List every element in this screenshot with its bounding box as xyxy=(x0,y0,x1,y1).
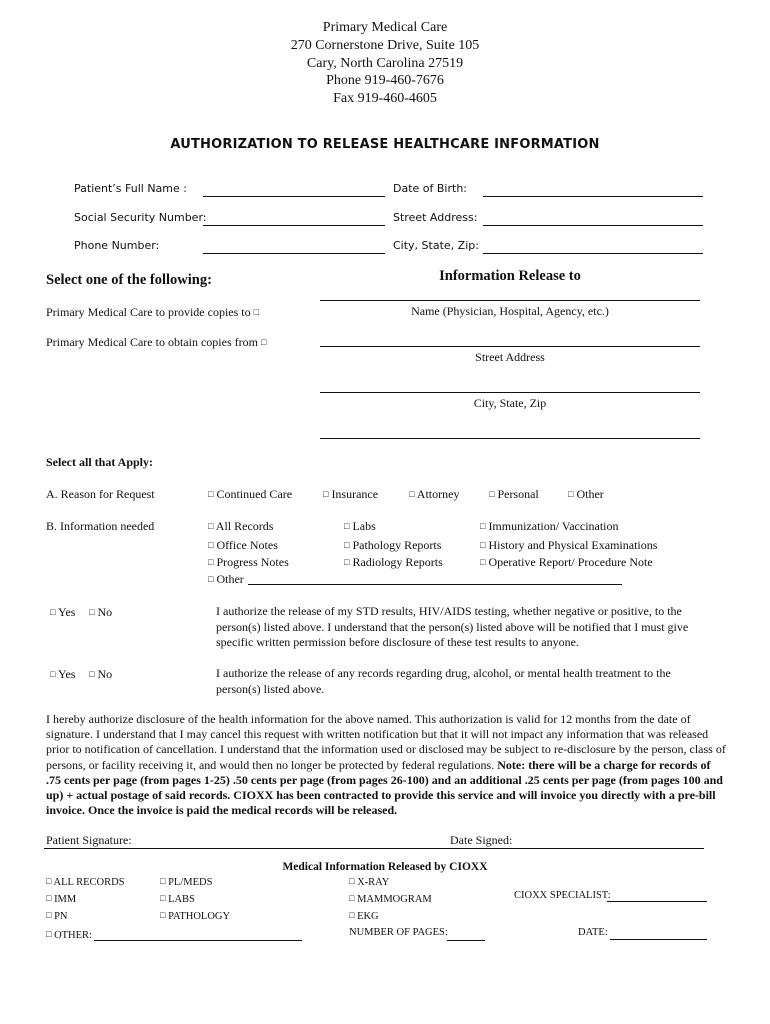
std-yes-option[interactable] xyxy=(50,605,75,620)
signature-line[interactable] xyxy=(44,848,704,849)
reason-personal-label: Personal xyxy=(497,487,539,501)
checkbox[interactable]: □ xyxy=(208,574,214,584)
patient-signature-label: Patient Signature: xyxy=(46,833,132,847)
cioxx-pn-label: PN xyxy=(54,911,68,922)
release-city-field[interactable] xyxy=(320,392,700,393)
provide-copies-label: Primary Medical Care to provide copies to xyxy=(46,305,251,319)
checkbox[interactable]: □ xyxy=(208,557,214,567)
cioxx-mammogram-label: MAMMOGRAM xyxy=(357,894,432,905)
checkbox[interactable]: □ xyxy=(344,557,350,567)
cioxx-date-field[interactable] xyxy=(610,939,707,940)
info-progress-notes[interactable] xyxy=(208,555,289,570)
reason-attorney[interactable] xyxy=(409,487,459,502)
authorization-text: I hereby authorize disclosure of the health information for the above named. This authorization is valid for 12 months from the date of signature. I understand that I may cancel this request with written notification but that it will not impact any information that was released prior to notification of cancellation. I understand that the information used or disclosed may be subject to re-disclosure by the person, class of persons, or facility receiving it, and would then no longer be protected by federal regulations. xyxy=(46,712,726,772)
city-field[interactable] xyxy=(483,253,703,254)
reason-personal[interactable] xyxy=(489,487,539,502)
info-history-physical-label: History and Physical Examinations xyxy=(488,538,658,552)
cioxx-imm-label: IMM xyxy=(54,894,77,905)
checkbox[interactable]: □ xyxy=(50,669,56,679)
checkbox[interactable]: □ xyxy=(89,669,95,679)
obtain-copies-checkbox[interactable]: □ xyxy=(260,337,267,347)
checkbox[interactable]: □ xyxy=(208,489,214,499)
cioxx-other[interactable] xyxy=(46,930,92,941)
practice-name: Primary Medical Care xyxy=(322,20,448,35)
reason-label: A. Reason for Request xyxy=(46,487,155,501)
full-name-label: Patient’s Full Name : xyxy=(74,182,187,195)
practice-phone: Phone 919-460-7676 xyxy=(326,73,444,88)
info-office-notes-label: Office Notes xyxy=(216,538,278,552)
checkbox[interactable]: □ xyxy=(489,489,495,499)
cioxx-all-records-label: ALL RECORDS xyxy=(53,877,125,888)
std-consent-text: I authorize the release of my STD results, HIV/AIDS testing, whether negative or positive, to the person(s) listed above. I understand that the person(s) listed above will be notified that I must give specific written permission before disclosure of these test results to anyone. xyxy=(216,604,689,649)
checkbox[interactable]: □ xyxy=(349,910,355,920)
cioxx-heading: Medical Information Released by CIOXX xyxy=(282,861,488,873)
provide-copies-checkbox[interactable]: □ xyxy=(253,307,260,317)
practice-fax: Fax 919-460-4605 xyxy=(333,91,437,106)
phone-label: Phone Number: xyxy=(74,239,160,252)
std-yes-label: Yes xyxy=(58,605,76,619)
info-needed-label: B. Information needed xyxy=(46,519,155,533)
checkbox[interactable]: □ xyxy=(208,540,214,550)
checkbox[interactable]: □ xyxy=(160,910,166,920)
cioxx-pathology-label: PATHOLOGY xyxy=(168,911,231,922)
checkbox[interactable]: □ xyxy=(480,540,486,550)
cioxx-ekg-label: EKG xyxy=(357,911,379,922)
checkbox[interactable]: □ xyxy=(568,489,574,499)
full-name-field[interactable] xyxy=(203,196,385,197)
info-other-label: Other xyxy=(216,572,244,586)
date-signed-label: Date Signed: xyxy=(450,833,513,847)
form-title: AUTHORIZATION TO RELEASE HEALTHCARE INFORMATION xyxy=(170,137,600,152)
info-office-notes[interactable] xyxy=(208,538,278,553)
info-progress-notes-label: Progress Notes xyxy=(216,555,289,569)
info-immunization[interactable] xyxy=(480,519,619,534)
checkbox[interactable]: □ xyxy=(344,540,350,550)
drug-yes-label: Yes xyxy=(58,667,76,681)
info-radiology-label: Radiology Reports xyxy=(352,555,443,569)
drug-consent-text: I authorize the release of any records regarding drug, alcohol, or mental health treatment to the person(s) listed above. xyxy=(216,666,671,696)
std-no-option[interactable] xyxy=(89,605,112,620)
cioxx-specialist-label: CIOXX SPECIALIST: xyxy=(514,890,611,901)
reason-other[interactable] xyxy=(568,487,604,502)
info-all-records[interactable] xyxy=(208,519,273,534)
cioxx-date-label: DATE: xyxy=(578,927,608,938)
info-history-physical[interactable] xyxy=(480,538,657,553)
info-pathology-label: Pathology Reports xyxy=(352,538,442,552)
checkbox[interactable]: □ xyxy=(89,607,95,617)
checkbox[interactable]: □ xyxy=(46,893,52,903)
dob-field[interactable] xyxy=(483,196,703,197)
reason-attorney-label: Attorney xyxy=(416,487,460,501)
checkbox[interactable]: □ xyxy=(160,876,166,886)
obtain-copies-option[interactable] xyxy=(46,335,266,350)
checkbox[interactable]: □ xyxy=(46,876,52,886)
info-other-field[interactable] xyxy=(248,584,622,585)
practice-address-line1: 270 Cornerstone Drive, Suite 105 xyxy=(290,38,480,53)
cioxx-pl-meds[interactable] xyxy=(160,877,212,888)
reason-other-label: Other xyxy=(576,487,604,501)
info-all-records-label: All Records xyxy=(215,519,274,533)
info-immunization-label: Immunization/ Vaccination xyxy=(488,519,619,533)
ssn-field[interactable] xyxy=(203,225,385,226)
checkbox[interactable]: □ xyxy=(323,489,329,499)
release-name-caption: Name (Physician, Hospital, Agency, etc.) xyxy=(411,304,609,318)
checkbox[interactable]: □ xyxy=(46,929,52,939)
release-street-field[interactable] xyxy=(320,346,700,347)
cioxx-labs[interactable] xyxy=(160,894,195,905)
reason-insurance[interactable] xyxy=(323,487,378,502)
release-name-field[interactable] xyxy=(320,300,700,301)
cioxx-labs-label: LABS xyxy=(168,894,195,905)
drug-yes-option[interactable] xyxy=(50,667,75,682)
select-all-heading: Select all that Apply: xyxy=(46,455,153,469)
checkbox[interactable]: □ xyxy=(349,876,355,886)
checkbox[interactable]: □ xyxy=(46,910,52,920)
checkbox[interactable]: □ xyxy=(344,521,350,531)
cioxx-pages-label: NUMBER OF PAGES: xyxy=(349,927,448,938)
practice-address-line2: Cary, North Carolina 27519 xyxy=(306,56,464,71)
info-labs[interactable] xyxy=(344,519,376,534)
release-extra-field[interactable] xyxy=(320,438,700,439)
ssn-label: Social Security Number: xyxy=(74,211,207,224)
cioxx-pn[interactable] xyxy=(46,911,68,922)
reason-continued-care-label: Continued Care xyxy=(216,487,293,501)
cioxx-ekg[interactable] xyxy=(349,911,379,922)
reason-continued-care[interactable] xyxy=(208,487,292,502)
cioxx-xray-label: X-RAY xyxy=(357,877,390,888)
cioxx-imm[interactable] xyxy=(46,894,76,905)
info-operative-report[interactable] xyxy=(480,555,653,570)
cioxx-other-label: OTHER: xyxy=(54,930,92,941)
reason-insurance-label: Insurance xyxy=(331,487,379,501)
cioxx-xray[interactable] xyxy=(349,877,389,888)
info-operative-report-label: Operative Report/ Procedure Note xyxy=(488,555,653,569)
dob-label: Date of Birth: xyxy=(393,182,468,195)
checkbox[interactable]: □ xyxy=(208,521,214,531)
drug-no-option[interactable] xyxy=(89,667,112,682)
checkbox[interactable]: □ xyxy=(349,893,355,903)
obtain-copies-label: Primary Medical Care to obtain copies from xyxy=(46,335,258,349)
checkbox[interactable]: □ xyxy=(160,893,166,903)
city-label: City, State, Zip: xyxy=(393,239,479,252)
release-street-caption: Street Address xyxy=(475,350,545,364)
street-field[interactable] xyxy=(483,225,703,226)
cioxx-pages-field[interactable] xyxy=(447,940,485,941)
info-labs-label: Labs xyxy=(352,519,376,533)
cioxx-all-records[interactable] xyxy=(46,877,125,888)
authorization-note: Note: there will be a charge for records of .75 cents per page (from pages 1-25) .50 cents per page (from pages 26-100) and an additional .25 cents per page (from pages 100 and up) + actual postage of said records. CIOXX has been contracted to provide this service and will invoice you directly with a pre-bill invoice. Once the invoice is paid the medical records will be released. xyxy=(46,757,723,818)
checkbox[interactable]: □ xyxy=(50,607,56,617)
info-other[interactable] xyxy=(208,572,244,587)
provide-copies-option[interactable] xyxy=(46,305,259,320)
info-radiology[interactable] xyxy=(344,555,443,570)
cioxx-mammogram[interactable] xyxy=(349,894,432,905)
checkbox[interactable]: □ xyxy=(480,557,486,567)
checkbox[interactable]: □ xyxy=(409,489,415,499)
street-label: Street Address: xyxy=(393,211,478,224)
cioxx-pathology[interactable] xyxy=(160,911,230,922)
checkbox[interactable]: □ xyxy=(480,521,486,531)
authorization-paragraph xyxy=(46,712,726,818)
cioxx-other-field[interactable] xyxy=(94,940,302,941)
select-one-heading: Select one of the following: xyxy=(46,272,212,288)
std-no-label: No xyxy=(97,605,113,619)
cioxx-pl-meds-label: PL/MEDS xyxy=(168,877,213,888)
info-pathology[interactable] xyxy=(344,538,441,553)
release-city-caption: City, State, Zip xyxy=(473,396,547,410)
drug-no-label: No xyxy=(97,667,113,681)
phone-field[interactable] xyxy=(203,253,385,254)
release-to-heading: Information Release to xyxy=(439,268,581,284)
cioxx-specialist-field[interactable] xyxy=(607,901,707,902)
